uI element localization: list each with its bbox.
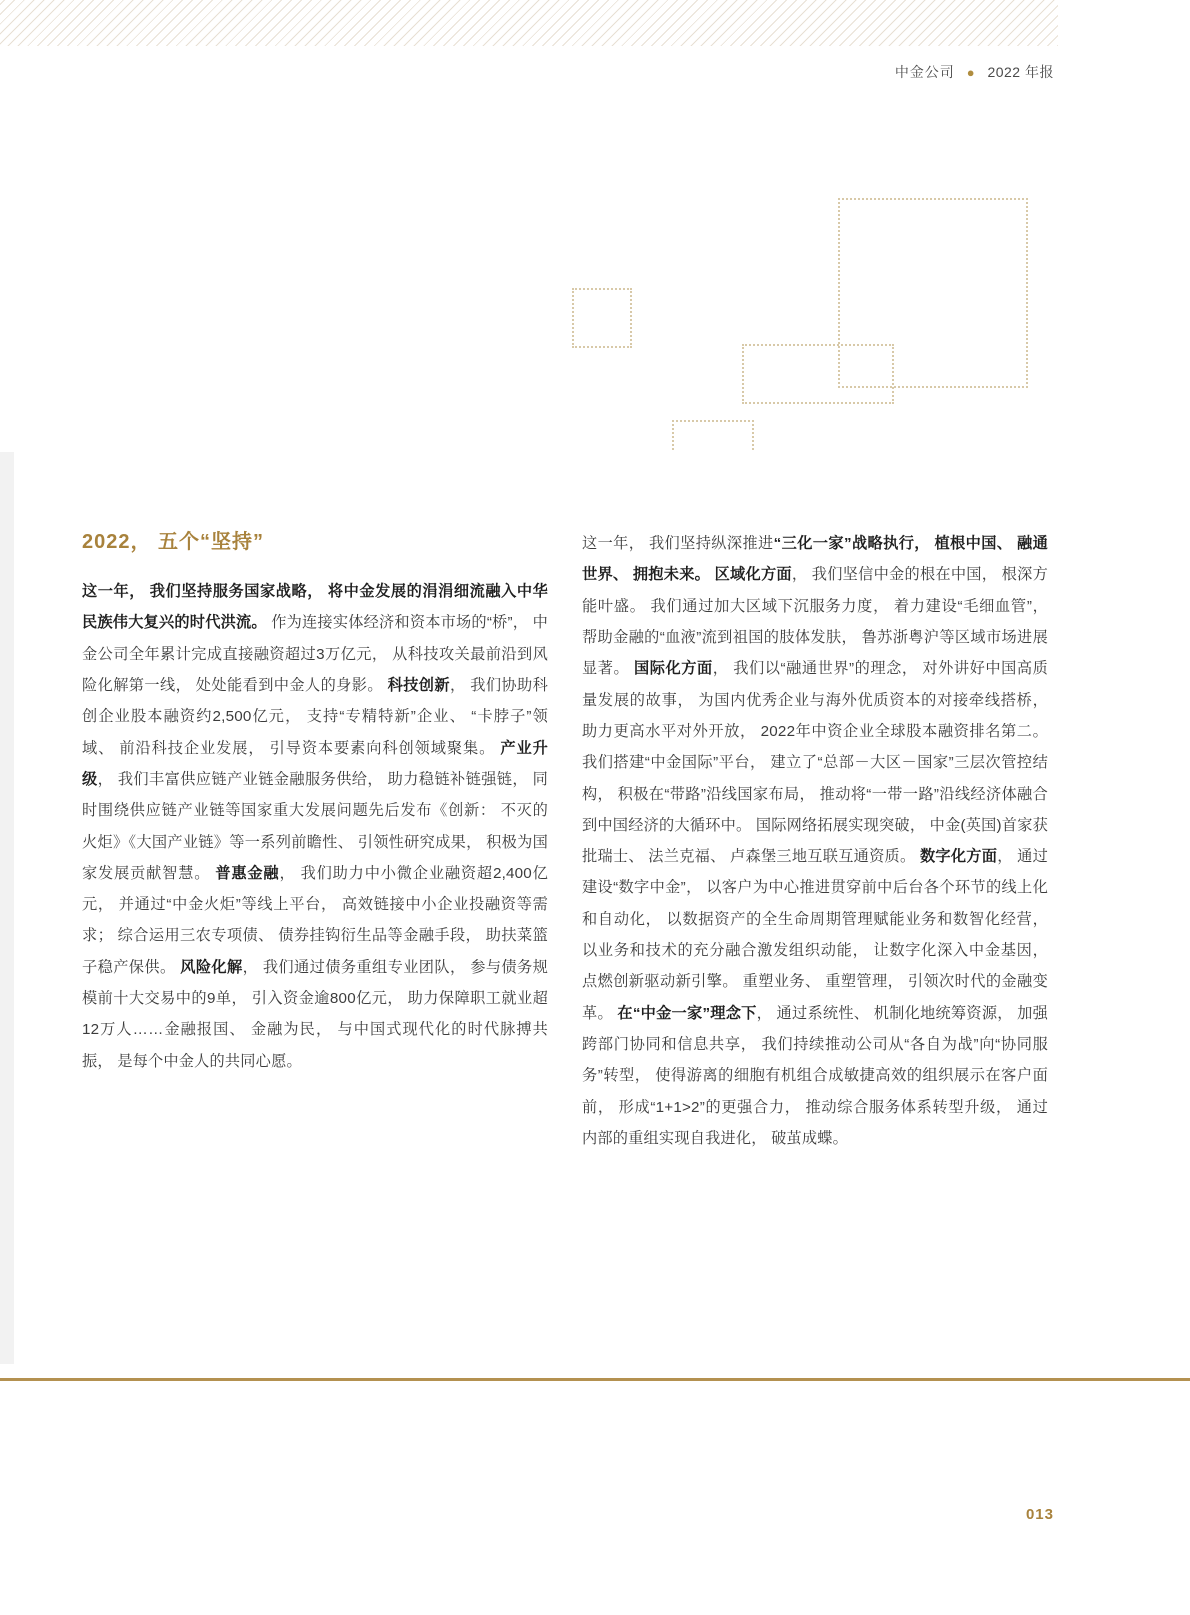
header-separator-dot: ● [966,65,976,80]
dotted-rectangle-icon [742,344,894,404]
running-header [895,62,1054,82]
header-company: 中金公司 [894,64,955,80]
section-title: 2022， 五个“坚持” [82,531,265,553]
top-hatched-band [0,0,1058,46]
right-column-paragraph: 这一年， 我们坚持纵深推进“三化一家”战略执行， 植根中国、 融通世界、 拥抱未来。 区域化方面， 我们坚信中金的根在中国， 根深方能叶盛。 我们通过加大区域下沉服务力度， 着力建设“毛细血管”， 帮助金融的“血液”流到祖国的肢体发肤， 鲁苏浙粤沪等区域市场进展显著。 国际化方面， 我们以“融通世界”的理念， 对外讲好中国高质量发展的故事， 为国内优秀企业与海外优质资本的对接牵线搭桥， 助力更高水平对外开放， 2022年中资企业全球股本融资排名第二。我们搭建“中金国际”平台， 建立了“总部－大区－国家”三层次管控结构， 积极在“带路”沿线国家布局， 推动将“一带一路”沿线经济体融合到中国经济的大循环中。 国际网络拓展实现突破， 中金(英国)首家获批瑞士、 法兰克福、 卢森堡三地互联互通资质。 数字化方面， 通过建设“数字中金”， 以客户为中心推进贯穿前中后台各个环节的线上化和自动化， 以数据资产的全生命周期管理赋能业务和数智化经营， 以业务和技术的充分融合激发组织动能， 让数字化深入中金基因， 点燃创新驱动新引擎。 重塑业务、 重塑管理， 引领次时代的金融变革。 在“中金一家”理念下， 通过系统性、 机制化地统筹资源， 加强跨部门协同和信息共享， 我们持续推动公司从“各自为战”向“协同服务”转型， 使得游离的细胞有机组合成敏捷高效的组织展示在客户面前， 形成“1+1>2”的更强合力， 推动综合服务体系转型升级， 通过内部的重组实现自我进化， 破茧成蝶。 [582,535,1049,1147]
dotted-square-small-icon [572,288,632,348]
top-band-right-gap [1058,0,1190,46]
right-column [582,528,1048,1154]
left-column [82,528,548,1077]
left-column-paragraph: 这一年， 我们坚持服务国家战略， 将中金发展的涓涓细流融入中华民族伟大复兴的时代洪流。 作为连接实体经济和资本市场的“桥”， 中金公司全年累计完成直接融资超过3万亿元， 从科技攻关最前沿到风险化解第一线， 处处能看到中金人的身影。 科技创新， 我们协助科创企业股本融资约2,500亿元， 支持“专精特新”企业、 “卡脖子”领域、 前沿科技企业发展， 引导资本要素向科创领域聚集。 产业升级， 我们丰富供应链产业链金融服务供给， 助力稳链补链强链， 同时围绕供应链产业链等国家重大发展问题先后发布《创新： 不灭的火炬》《大国产业链》等一系列前瞻性、 引领性研究成果， 积极为国家发展贡献智慧。 普惠金融， 我们助力中小微企业融资超2,400亿元， 并通过“中金火炬”等线上平台， 高效链接中小企业投融资等需求； 综合运用三农专项债、 债券挂钩衍生品等金融手段， 助扶菜篮子稳产保供。 风险化解， 我们通过债务重组专业团队， 参与债务规模前十大交易中的9单， 引入资金逾800亿元， 助力保障职工就业超12万人……金融报国、 金融为民， 与中国式现代化的时代脉搏共振， 是每个中金人的共同心愿。 [82,583,549,1070]
article-columns [0,452,1190,1364]
header-report-year: 2022 年报 [987,64,1054,80]
bottom-gold-rule [0,1378,1190,1381]
page-number: 013 [1025,1506,1054,1523]
